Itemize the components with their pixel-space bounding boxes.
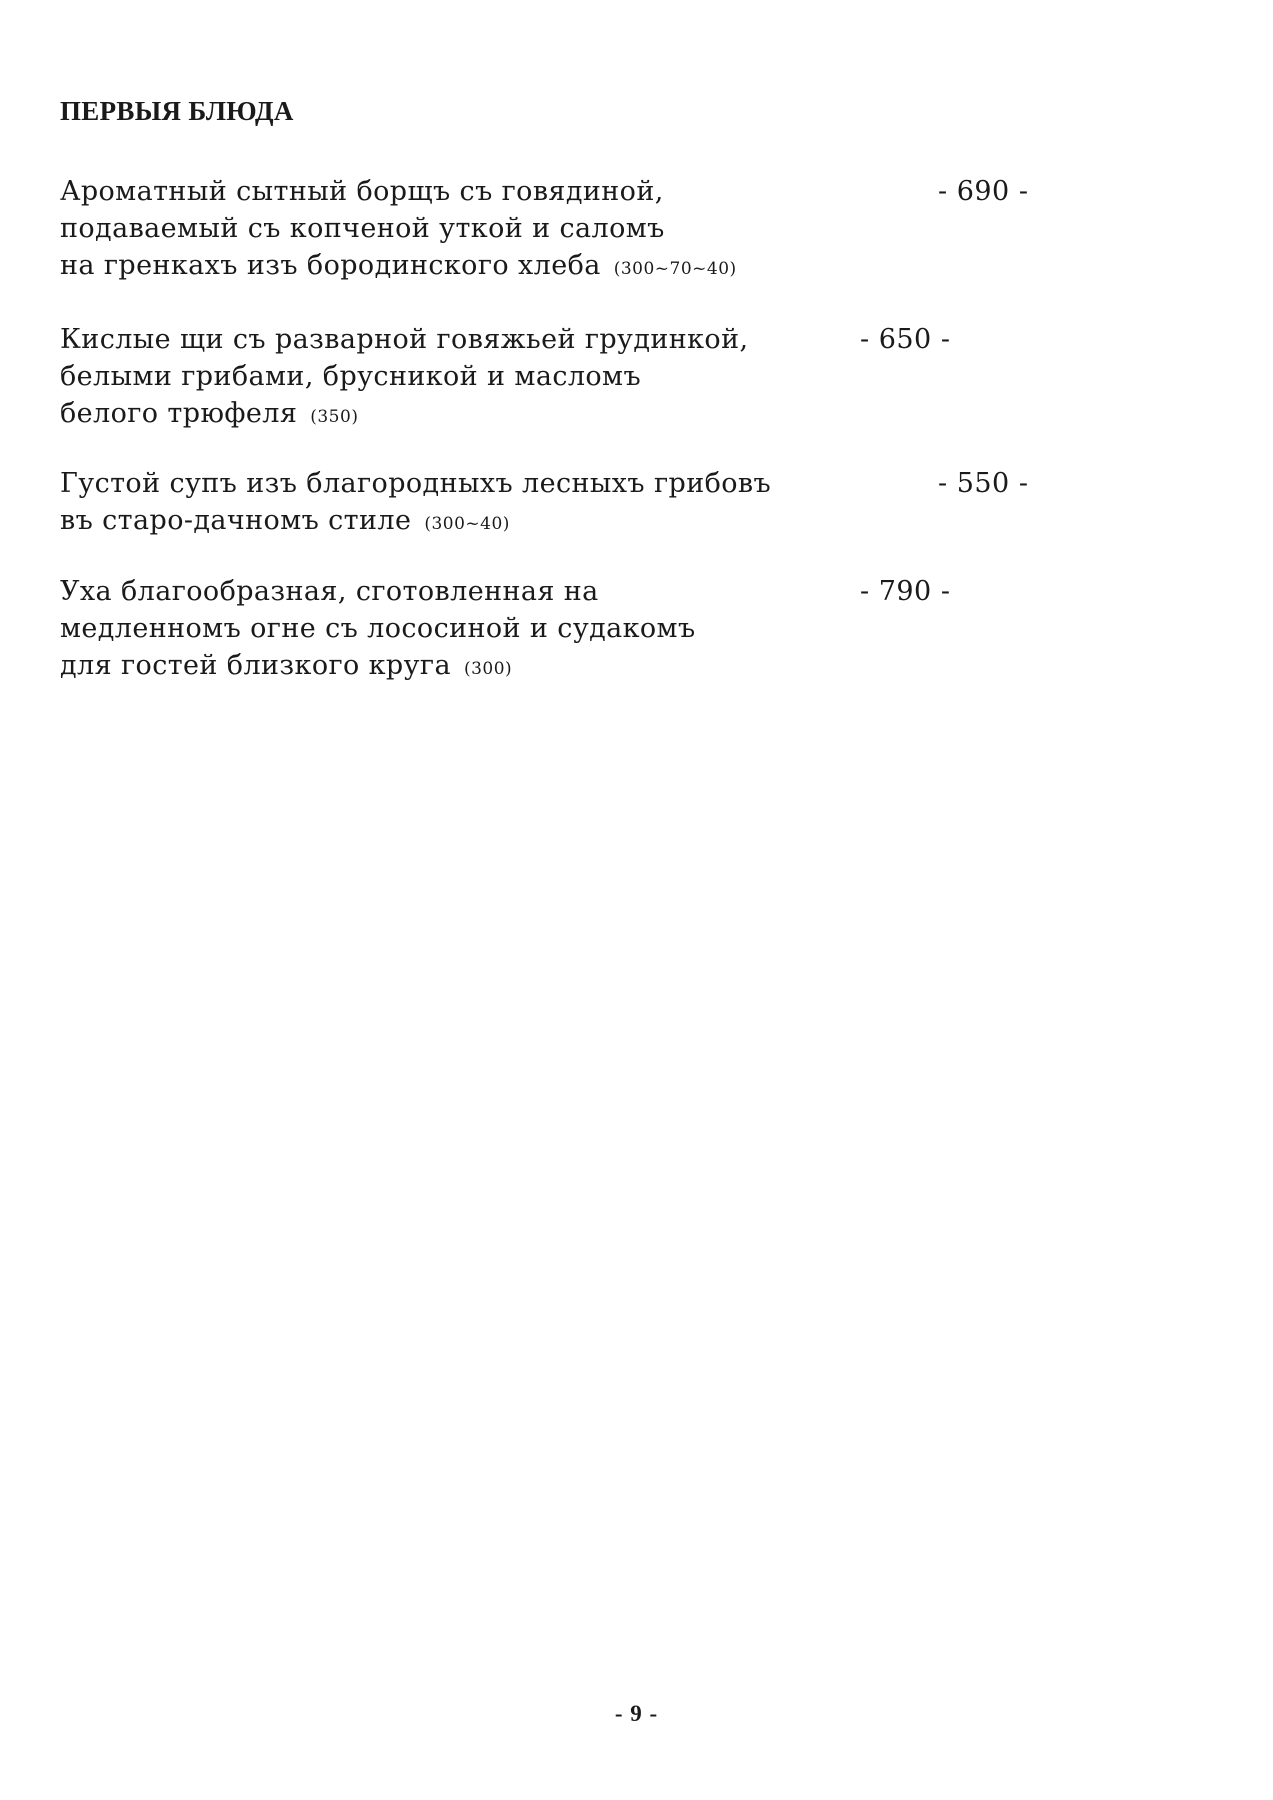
menu-item-weight: (300~70~40) <box>613 259 737 279</box>
menu-item-line-last <box>60 502 1060 543</box>
menu-item-line: Ароматный сытный борщъ съ говядиной, <box>60 176 664 207</box>
menu-item-line: Кислые щи съ разварной говяжьей грудинкой, <box>60 324 749 355</box>
menu-item-weight: (300) <box>463 659 513 679</box>
menu-item-line: Густой супъ изъ благородныхъ лесныхъ грибовъ <box>60 468 772 499</box>
menu-item-description <box>60 465 1060 543</box>
menu-item-line: Уха благообразная, сготовленная на <box>60 576 599 607</box>
menu-item-price: - 690 - <box>938 176 1029 207</box>
menu-item-weight: (350) <box>310 407 359 427</box>
menu-item-line-text: на гренкахъ изъ бородинского хлеба <box>60 250 601 281</box>
menu-item-line: медленномъ огне съ лососиной и судакомъ <box>60 613 696 644</box>
menu-item-price: - 650 - <box>860 324 951 355</box>
menu-item <box>60 173 1060 288</box>
menu-item <box>60 465 1060 543</box>
section-title: ПЕРВЫЯ БЛЮДА <box>60 96 294 126</box>
menu-item <box>60 573 1060 688</box>
menu-item-line-text: въ старо-дачномъ стиле <box>60 505 412 536</box>
menu-item <box>60 321 1060 436</box>
menu-item-description <box>60 173 1060 288</box>
menu-item-price: - 790 - <box>860 576 951 607</box>
page-number: - 9 - <box>614 1701 659 1726</box>
menu-item-line-last <box>60 395 1060 436</box>
menu-item-line-text: для гостей близкого круга <box>60 650 451 681</box>
menu-item-price: - 550 - <box>938 468 1029 499</box>
menu-item-line: подаваемый съ копченой уткой и саломъ <box>60 213 665 244</box>
menu-item-line-last <box>60 647 1060 688</box>
menu-item-line: белыми грибами, брусникой и масломъ <box>60 361 642 392</box>
menu-item-weight: (300~40) <box>424 514 510 534</box>
menu-item-line-last <box>60 247 1060 288</box>
menu-item-line-text: белого трюфеля <box>60 398 298 429</box>
